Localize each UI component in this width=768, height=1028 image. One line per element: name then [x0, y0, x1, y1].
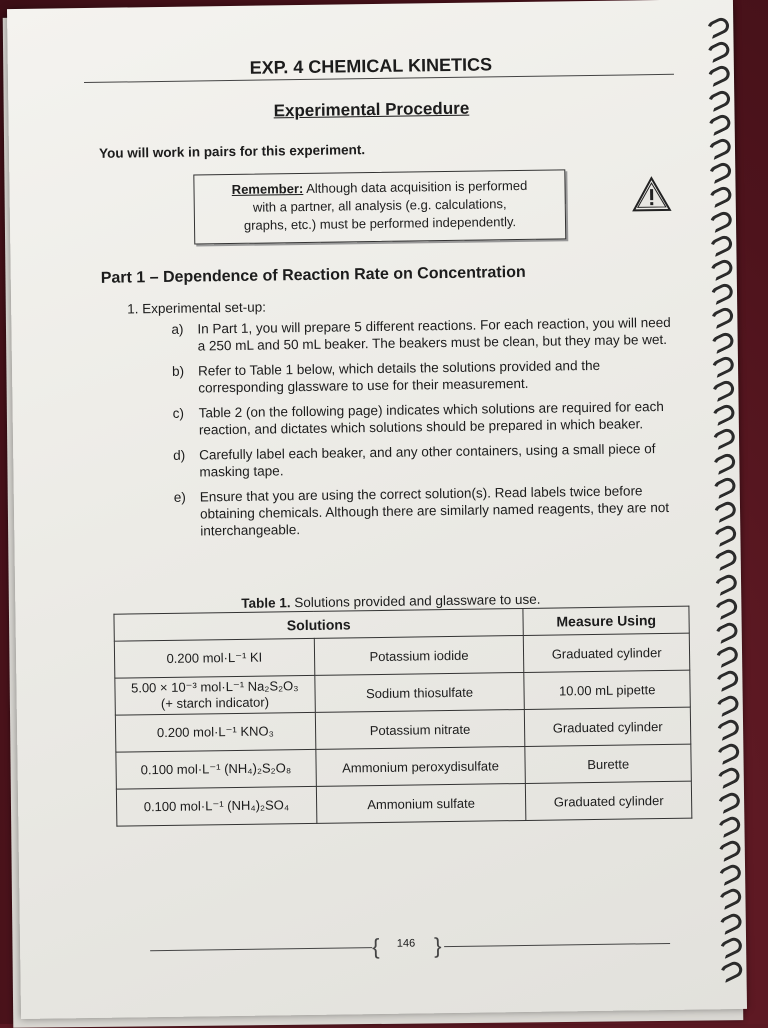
- remember-box: [193, 169, 566, 244]
- cell-formula: [116, 786, 316, 826]
- step-letter: b): [171, 363, 185, 379]
- solutions-table: [113, 606, 692, 827]
- cell-measure: 10.00 mL pipette: [524, 670, 690, 709]
- cell-formula: [116, 749, 316, 789]
- cell-name: Ammonium sulfate: [316, 783, 526, 823]
- step-letter: a): [171, 321, 184, 337]
- remember-text-1: Although data acquisition is performed: [303, 177, 528, 196]
- step-letter: c): [172, 405, 184, 421]
- footer-rule-right: [444, 943, 670, 947]
- page-title: EXP. 4 CHEMICAL KINETICS: [249, 54, 493, 78]
- cell-name: Potassium iodide: [314, 635, 524, 675]
- page-number: 146: [396, 937, 416, 950]
- footer-bracket-left: {: [371, 934, 380, 960]
- step-text: Table 2 (on the following page) indicates which solutions are required for each reaction, and dictates which solutions should be prepared in which beaker.: [198, 398, 664, 438]
- cell-formula: [114, 638, 314, 678]
- remember-label: Remember:: [231, 180, 304, 197]
- setup-label: 1. Experimental set-up:: [127, 299, 267, 317]
- table-row: [116, 781, 691, 826]
- header-measure-using: Measure Using: [523, 606, 689, 635]
- document-page: [7, 0, 747, 1019]
- footer-rule-left: [150, 947, 372, 951]
- cell-name: Sodium thiosulfate: [314, 672, 524, 712]
- cell-formula: [115, 712, 315, 752]
- cell-measure: Graduated cylinder: [525, 707, 691, 746]
- pairs-note: You will work in pairs for this experiment.: [98, 142, 366, 161]
- step-item: [172, 356, 672, 397]
- step-item: [171, 314, 671, 355]
- formula-note: (+ starch indicator): [160, 694, 270, 712]
- part1-heading: Part 1 – Dependence of Reaction Rate on Concentration: [100, 263, 526, 287]
- remember-line-3: graphs, etc.) must be performed independently.: [243, 214, 517, 233]
- formula-text: 0.200 mol·L⁻¹ KI: [166, 649, 263, 666]
- cell-name: Ammonium peroxydisulfate: [315, 746, 525, 786]
- setup-steps: [171, 314, 674, 548]
- cell-measure: Graduated cylinder: [526, 781, 692, 820]
- step-text: Carefully label each beaker, and any other containers, using a small piece of masking tape.: [199, 441, 656, 480]
- formula-text: 0.100 mol·L⁻¹ (NH₄)₂SO₄: [143, 797, 290, 815]
- formula-text: 0.200 mol·L⁻¹ KNO₃: [156, 723, 274, 741]
- step-item: [173, 398, 673, 439]
- page-footer: [150, 932, 670, 963]
- header-solutions: Solutions: [114, 608, 524, 641]
- step-item: [174, 482, 675, 540]
- cell-measure: Burette: [525, 744, 691, 783]
- step-item: [173, 440, 673, 481]
- remember-line-2: with a partner, all analysis (e.g. calculations,: [252, 196, 507, 215]
- step-letter: e): [173, 489, 186, 505]
- cell-measure: Graduated cylinder: [524, 633, 690, 672]
- footer-bracket-right: }: [433, 933, 442, 959]
- cell-formula: [115, 675, 315, 715]
- table-caption-text: Solutions provided and glassware to use.: [290, 591, 541, 611]
- step-text: Ensure that you are using the correct solution(s). Read labels twice before obtaining chemicals. Although there are similarly named reagents, they are not interchangeable.: [199, 483, 670, 539]
- step-letter: d): [173, 447, 186, 463]
- step-text: In Part 1, you will prepare 5 different reactions. For each reaction, you will need a 250 mL and 50 mL beaker. The beakers must be clean, but they may be wet.: [197, 314, 671, 354]
- warning-triangle-icon: [631, 176, 671, 213]
- formula-text: 0.100 mol·L⁻¹ (NH₄)₂S₂O₈: [140, 760, 292, 778]
- formula-text: 5.00 × 10⁻³ mol·L⁻¹ Na₂S₂O₃: [130, 678, 299, 696]
- step-text: Refer to Table 1 below, which details the solutions provided and the corresponding glassware to use for their measurement.: [197, 357, 601, 396]
- table-caption-label: Table 1.: [241, 595, 291, 611]
- section-subtitle: Experimental Procedure: [273, 98, 470, 121]
- cell-name: Potassium nitrate: [315, 709, 525, 749]
